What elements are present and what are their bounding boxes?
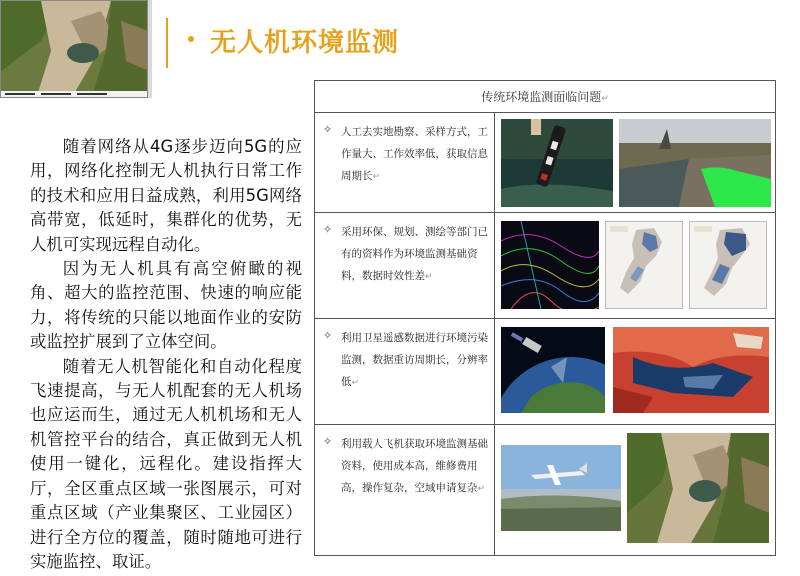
contour-map-image [501,221,599,309]
table-row [315,113,775,213]
aircraft-photo [501,445,621,531]
paragraph-3: 随着无人机智能化和自动化程度飞速提高，与无人机配套的无人机场也应运而生，通过无人机机场和无人机管控平台的结合，真正做到无人机使用一键化，远程化。建设指挥大厅，全区重点区域一张图展示，可对重点区域（产业集聚区、工业园区）进行全方位的覆盖，随时随地可进行实施监控、取证。 [30,356,302,571]
region-map-right [689,221,767,309]
body-text [30,135,302,574]
table-header: 传统环境监测面临问题↵ [315,81,775,113]
aerial-terrain-photo-2 [627,433,769,543]
satellite-earth-image [501,327,605,413]
dot-bullet-icon [188,36,194,42]
diamond-bullet-icon: ✧ [323,123,333,136]
row-text: 人工去实地勘察、采样方式，工作量大、工作效率低，获取信息周期长↵ [315,113,495,212]
row-text: 利用卫星遥感数据进行环境污染监测，数据重访周期长，分辨率低↵ [315,319,495,424]
remote-sensing-image [613,327,769,413]
diamond-bullet-icon: ✧ [323,329,333,342]
title-rule [166,18,168,68]
water-sampling-photo [501,119,613,207]
row-text: 利用载人飞机获取环境监测基础资料，使用成本高，维修费用高，操作复杂，空域申请复杂↵ [315,425,495,555]
scale-bar [1,91,147,97]
diamond-bullet-icon: ✧ [323,223,333,236]
table-row [315,319,775,425]
image-edge-strip [148,0,152,98]
table-row [315,213,775,319]
page-title: 无人机环境监测 [210,28,400,58]
table-row [315,425,775,555]
paragraph-2: 因为无人机具有高空俯瞰的视角、超大的监控范围、快速的响应能力，将传统的只能以地面作业的安防或监控扩展到了立体空间。 [30,259,302,352]
problems-table [314,80,776,556]
row-text: 采用环保、规划、测绘等部门已有的资料作为环境监测基础资料，数据时效性差↵ [315,213,495,318]
paragraph-1: 随着网络从4G逐步迈向5G的应用，网络化控制无人机执行日常工作的技术和应用日益成熟，利用5G网络高带宽，低延时，集群化的优势，无人机可实现远程自动化。 [30,137,302,254]
aerial-terrain-photo [0,0,148,98]
green-river-pollution-photo [619,119,771,207]
diamond-bullet-icon: ✧ [323,435,333,448]
region-map-left [605,221,683,309]
